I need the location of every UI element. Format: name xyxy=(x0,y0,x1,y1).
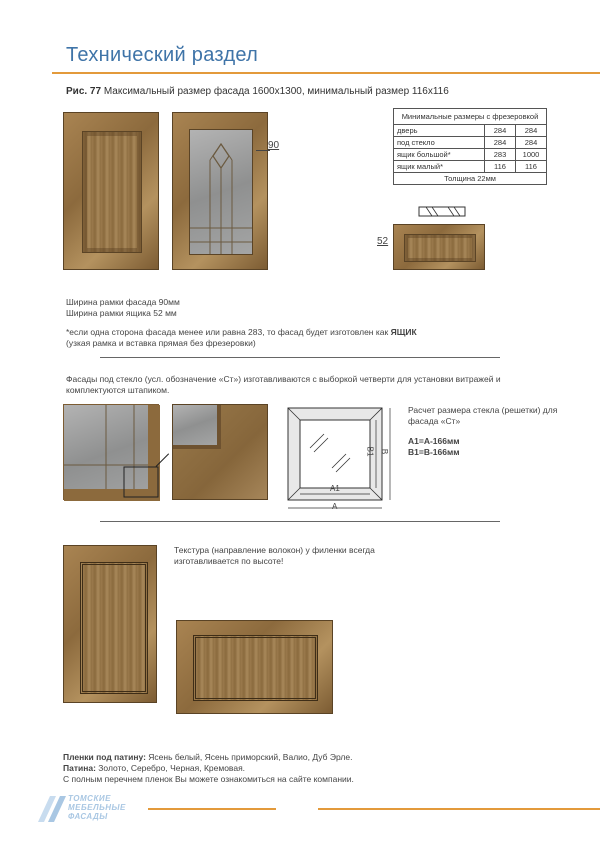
glass-calculation-drawing xyxy=(280,400,404,516)
table-title: Минимальные размеры с фрезеровкой xyxy=(394,109,547,125)
drawer-front-image xyxy=(393,224,485,270)
door-texture-image xyxy=(63,545,157,703)
label-a1: A1 xyxy=(330,484,340,493)
figure-label: Рис. 77 xyxy=(66,86,102,97)
label-b1: B1 xyxy=(365,446,375,457)
label-a: A xyxy=(332,502,338,511)
glass-section-text: Фасады под стекло (усл. обозначение «Ст») изготавливаются с выборкой четверти для установки витражей и комплектуются штапиком. xyxy=(66,374,501,395)
section-divider-1 xyxy=(100,357,500,358)
title-divider xyxy=(52,72,600,74)
section-divider-2 xyxy=(100,521,500,522)
patina-line: Патина: Золото, Серебро, Черная, Кремовая. xyxy=(63,763,246,773)
logo-mark-icon xyxy=(36,794,66,824)
formula-b1: В1=В-166мм xyxy=(408,447,460,457)
table-row: ящик малый* 116 116 xyxy=(394,161,547,173)
footer-divider-right xyxy=(318,808,600,810)
glass-corner-zoom-image xyxy=(172,404,268,500)
footnote: *если одна сторона фасада менее или равна 283, то фасад будет изготовлен как ЯЩИК (узкая рамка и вставка прямая без фрезеровки) xyxy=(66,327,417,348)
formula-a1: А1=А-166мм xyxy=(408,436,460,446)
frame-dimension-label: 90 xyxy=(268,140,280,151)
glass-calc-title: Расчет размера стекла (решетки) для фасада «Ст» xyxy=(408,405,558,426)
label-b: B xyxy=(380,448,390,455)
figure-caption-text: Максимальный размер фасада 1600х1300, минимальный размер 116х116 xyxy=(103,86,449,97)
door-solid-image xyxy=(63,112,159,270)
door-glass-image xyxy=(172,112,268,270)
frame-width-note: Ширина рамки фасада 90мм xyxy=(66,297,180,307)
company-logo: ТОМСКИЕ МЕБЕЛЬНЫЕ ФАСАДЫ xyxy=(36,792,146,826)
texture-note: Текстура (направление волокон) у филенки всегда изготавливается по высоте! xyxy=(174,545,375,566)
footer-divider-left xyxy=(148,808,276,810)
profile-section-drawing xyxy=(418,204,468,218)
drawer-width-note: Ширина рамки ящика 52 мм xyxy=(66,308,177,318)
drawer-texture-image xyxy=(176,620,333,714)
table-row: под стекло 284 284 xyxy=(394,137,547,149)
table-row: дверь 284 284 xyxy=(394,125,547,137)
footnote-bold: ЯЩИК xyxy=(390,327,417,337)
glass-door-closeup-image xyxy=(63,404,159,500)
table-footer: Толщина 22мм xyxy=(394,173,547,185)
patina-films-line: Пленки под патину: Ясень белый, Ясень приморский, Валио, Дуб Эрле. xyxy=(63,752,353,762)
drawer-dimension-label: 52 xyxy=(377,236,389,247)
table-row: ящик большой* 283 1000 xyxy=(394,149,547,161)
min-dimensions-table xyxy=(393,108,547,185)
full-list-note: С полным перечнем пленок Вы можете ознакомиться на сайте компании. xyxy=(63,774,354,784)
figure-caption xyxy=(66,86,449,97)
page-title: Технический раздел xyxy=(66,44,259,66)
